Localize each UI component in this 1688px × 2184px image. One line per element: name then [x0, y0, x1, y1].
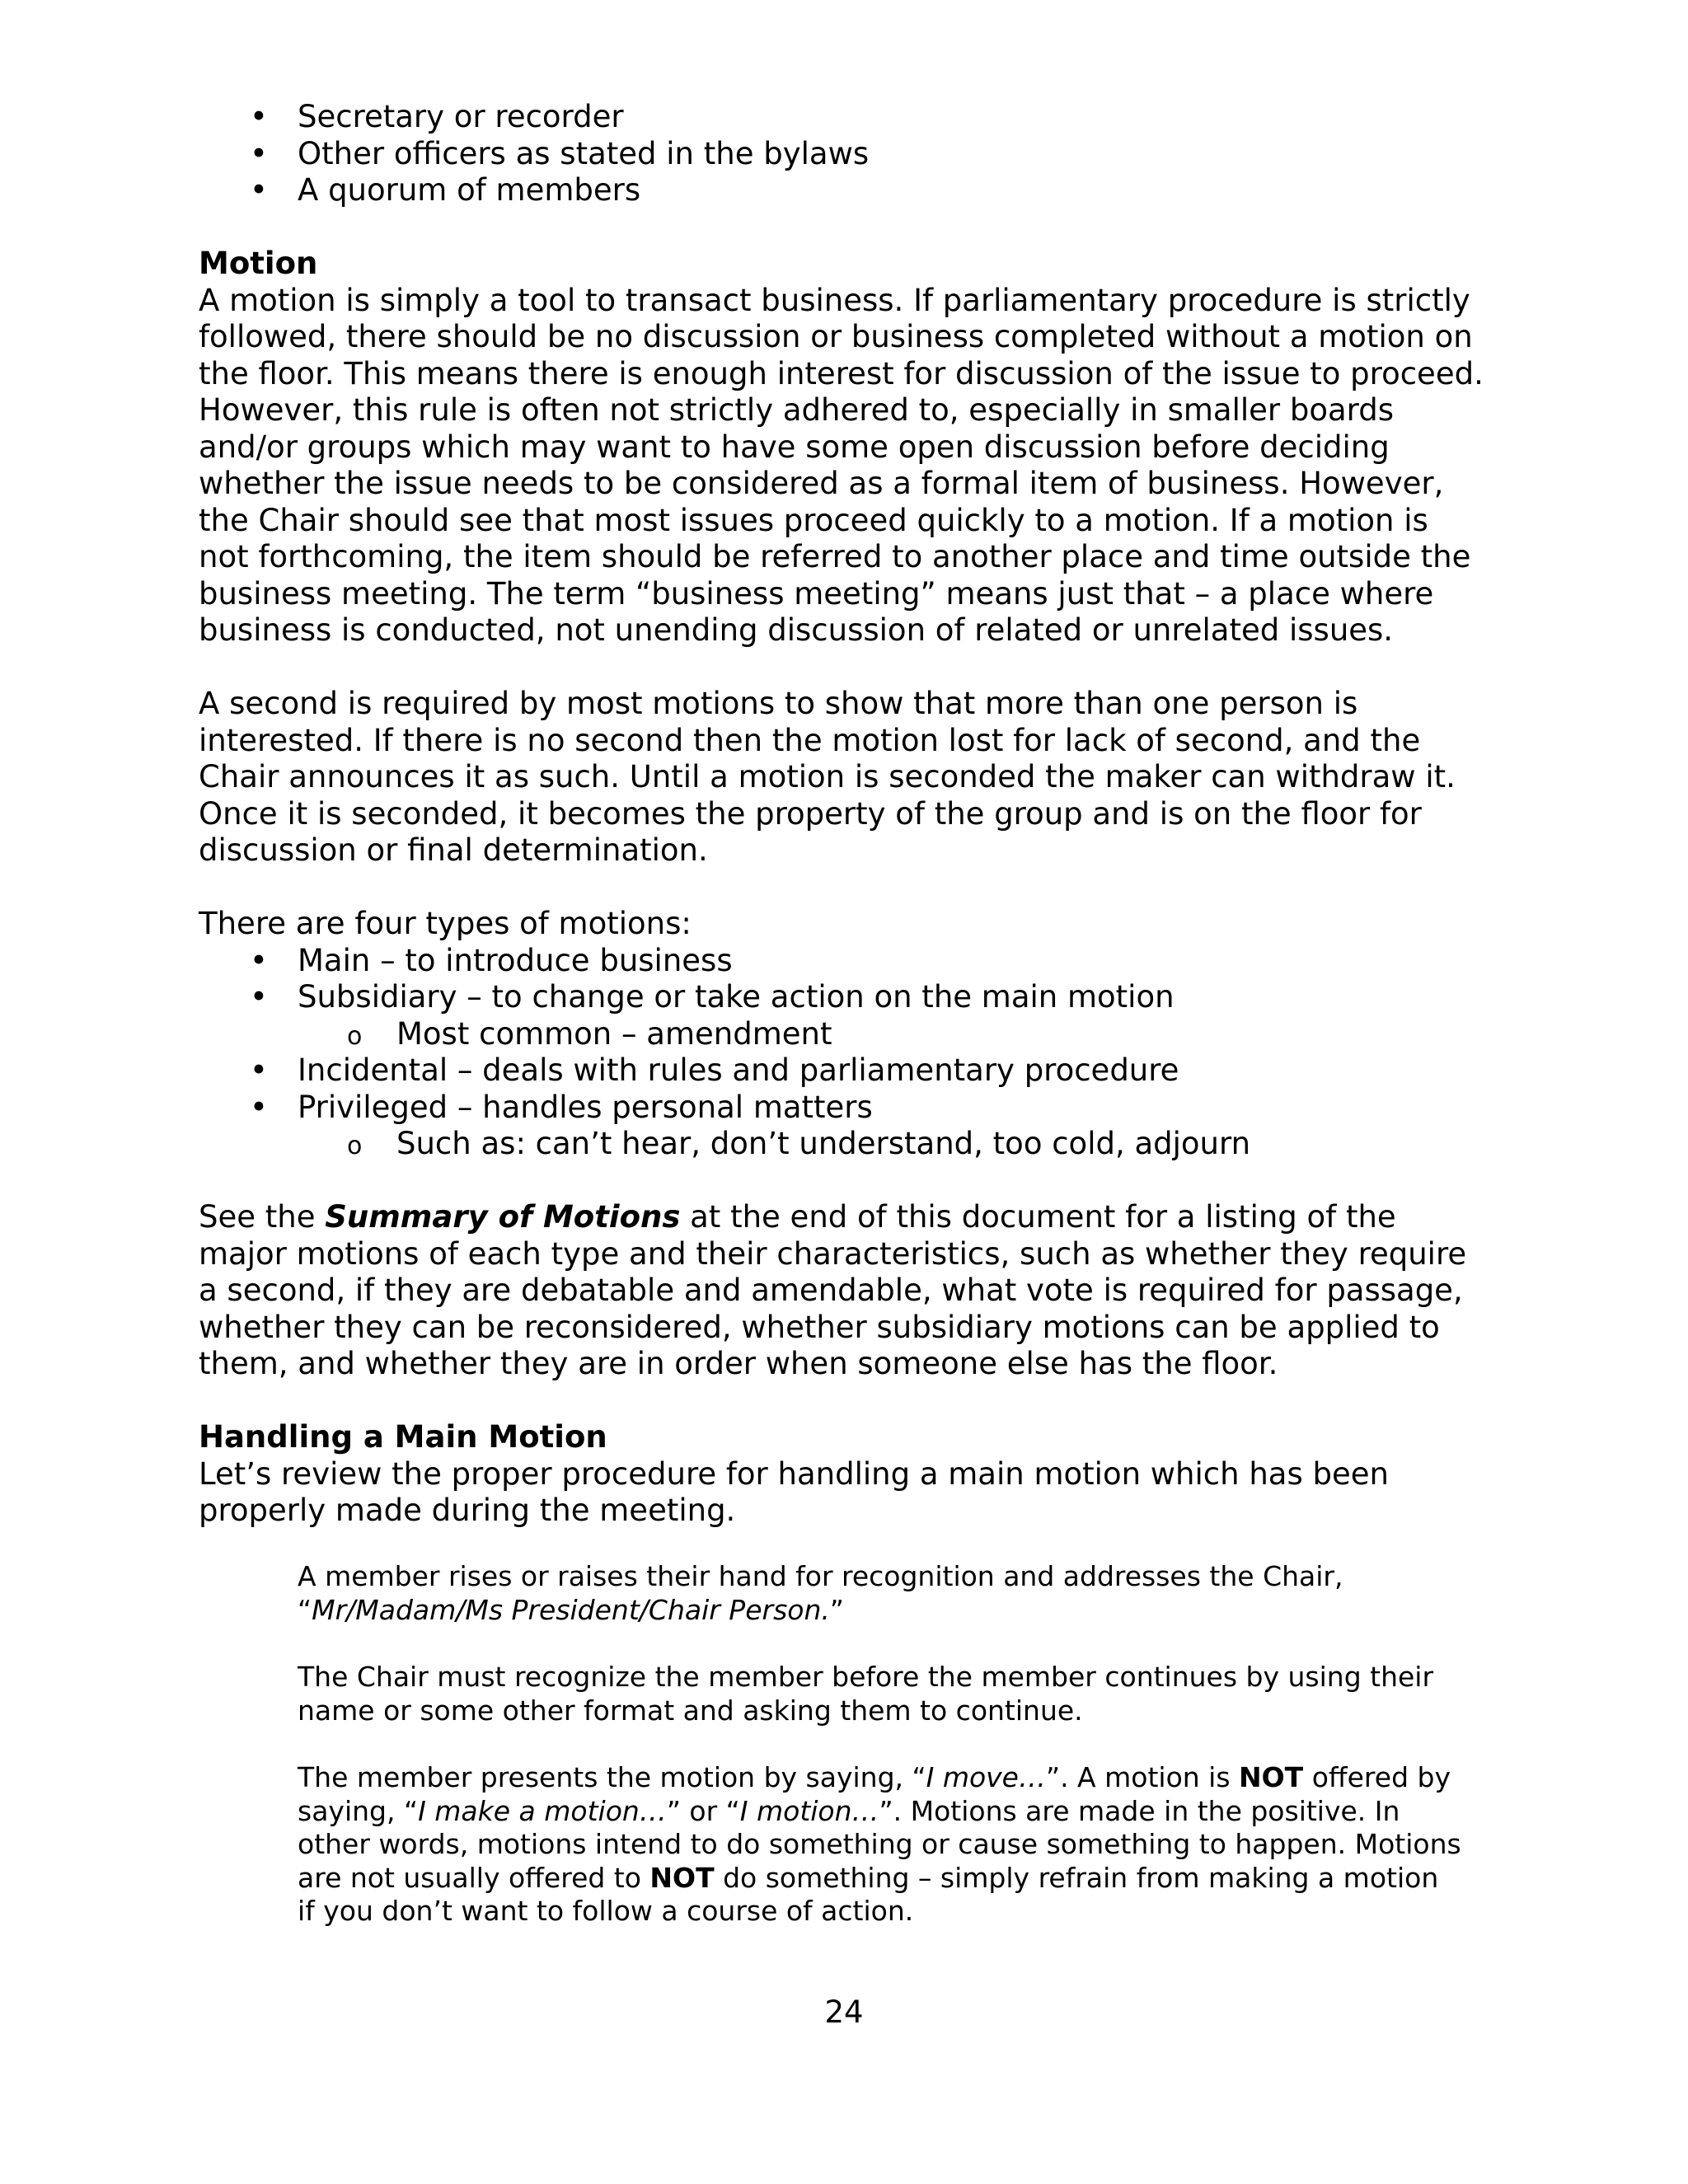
motion-types-intro: There are four types of motions:	[199, 906, 692, 941]
list-item: • Other officers as stated in the bylaws	[250, 135, 870, 171]
list-item: • A quorum of members	[250, 172, 641, 208]
motion-types-list	[199, 943, 1501, 1016]
intro-list	[199, 99, 1501, 209]
procedure-step-3: The member presents the motion by saying, “I move…”. A motion is NOT offered by saying, “I make a motion…” or “I motion…”. Motions are made in the positive. In other words, motions intend to do something or cause something to happen. Motions are not usually offered to NOT do something – simply refrain from making a motion if you don’t want to follow a course of action.	[298, 1761, 1461, 1927]
list-item: • Subsidiary – to change or take action on the main motion	[250, 979, 1175, 1015]
sub-list-item: o Most common – amendment	[347, 1015, 832, 1052]
summary-of-motions-reference: Summary of Motions	[325, 1199, 681, 1235]
list-item: • Secretary or recorder	[250, 99, 624, 134]
page-number: 24	[824, 1994, 864, 2030]
procedure-step-2: The Chair must recognize the member before the member continues by using their name or some other format and asking them to continue.	[298, 1661, 1434, 1727]
procedure-step-1: A member rises or raises their hand for recognition and addresses the Chair, “Mr/Madam/Ms President/Chair Person.”	[298, 1560, 1343, 1626]
motion-paragraph-2: A second is required by most motions to show that more than one person is interested. If there is no second then the motion lost for lack of second, and the Chair announces it as such. Until a motion is seconded the maker can withdraw it. Once it is seconded, it becomes the property of the group and is on the floor for discussion or final determination.	[199, 686, 1456, 868]
list-item: • Incidental – deals with rules and parliamentary procedure	[250, 1052, 1179, 1088]
list-item: • Main – to introduce business	[250, 942, 733, 978]
motion-paragraph-1: A motion is simply a tool to transact business. If parliamentary procedure is strictly followed, there should be no discussion or business completed without a motion on the floor. This means there is enough interest for discussion of the issue to proceed. However, this rule is often not strictly adhered to, especially in smaller boards and/or groups which may want to have some open discussion before deciding whether the issue needs to be considered as a formal item of business. However, the Chair should see that most issues proceed quickly to a motion. If a motion is not forthcoming, the item should be referred to another place and time outside the business meeting. The term “business meeting” means just that – a place where business is conducted, not unending discussion of related or unrelated issues.	[199, 282, 1484, 648]
list-item: • Privileged – handles personal matters	[250, 1089, 873, 1125]
main-motion-heading: Handling a Main Motion	[199, 1419, 607, 1455]
motion-section: Motion A motion is simply a tool to transact business. If parliamentary procedure is strictly followed, there should be no discussion or business completed without a motion on the floor. This means there is enough interest for discussion of the issue to proceed. However, this rule is often not strictly adhered to, especially in smaller boards and/or groups which may want to have some open discussion before deciding whether the issue needs to be considered as a formal item of business. However, the Chair should see that most issues proceed quickly to a motion. If a motion is not forthcoming, the item should be referred to another place and time outside the business meeting. The term “business meeting” means just that – a place where business is conducted, not unending discussion of related or unrelated issues. A second is required by most motions to show that more than one person is interested. If there is no second then the motion lost for lack of second, and the Chair announces it as such. Until a motion is seconded the maker can withdraw it. Once it is seconded, it becomes the property of the group and is on the floor for discussion or final determination. There are four types of motions: • Main – to introduce business • Subsidiary – to change or take action on the main motion o Most common – amendment • Incidental – deals with rules and parliamentary procedure • Privileged – handles personal matters o Such as: can’t hear, don’t understand, too cold, adjourn See the Summary of Motions at the end of this document for a listing of the major motions of each type and their characteristics, such as whether they require a second, if they are debatable and amendable, what vote is required for passage, whether they can be reconsidered, whether subsidiary motions can be applied to them, and whether they are in order when someone else has the floor. Handling a Main Motion Let’s review the proper procedure for handling a main motion which has been properly made during the meeting.	[199, 246, 1501, 1530]
sub-list-item: o Such as: can’t hear, don’t understand, too cold, adjourn	[347, 1126, 1251, 1161]
summary-paragraph: See the Summary of Motions at the end of this document for a listing of the major motions of each type and their characteristics, such as whether they require a second, if they are debatable and amendable, what vote is required for passage, whether they can be reconsidered, whether subsidiary motions can be applied to them, and whether they are in order when someone else has the floor.	[199, 1199, 1467, 1381]
motion-heading: Motion	[199, 246, 318, 281]
